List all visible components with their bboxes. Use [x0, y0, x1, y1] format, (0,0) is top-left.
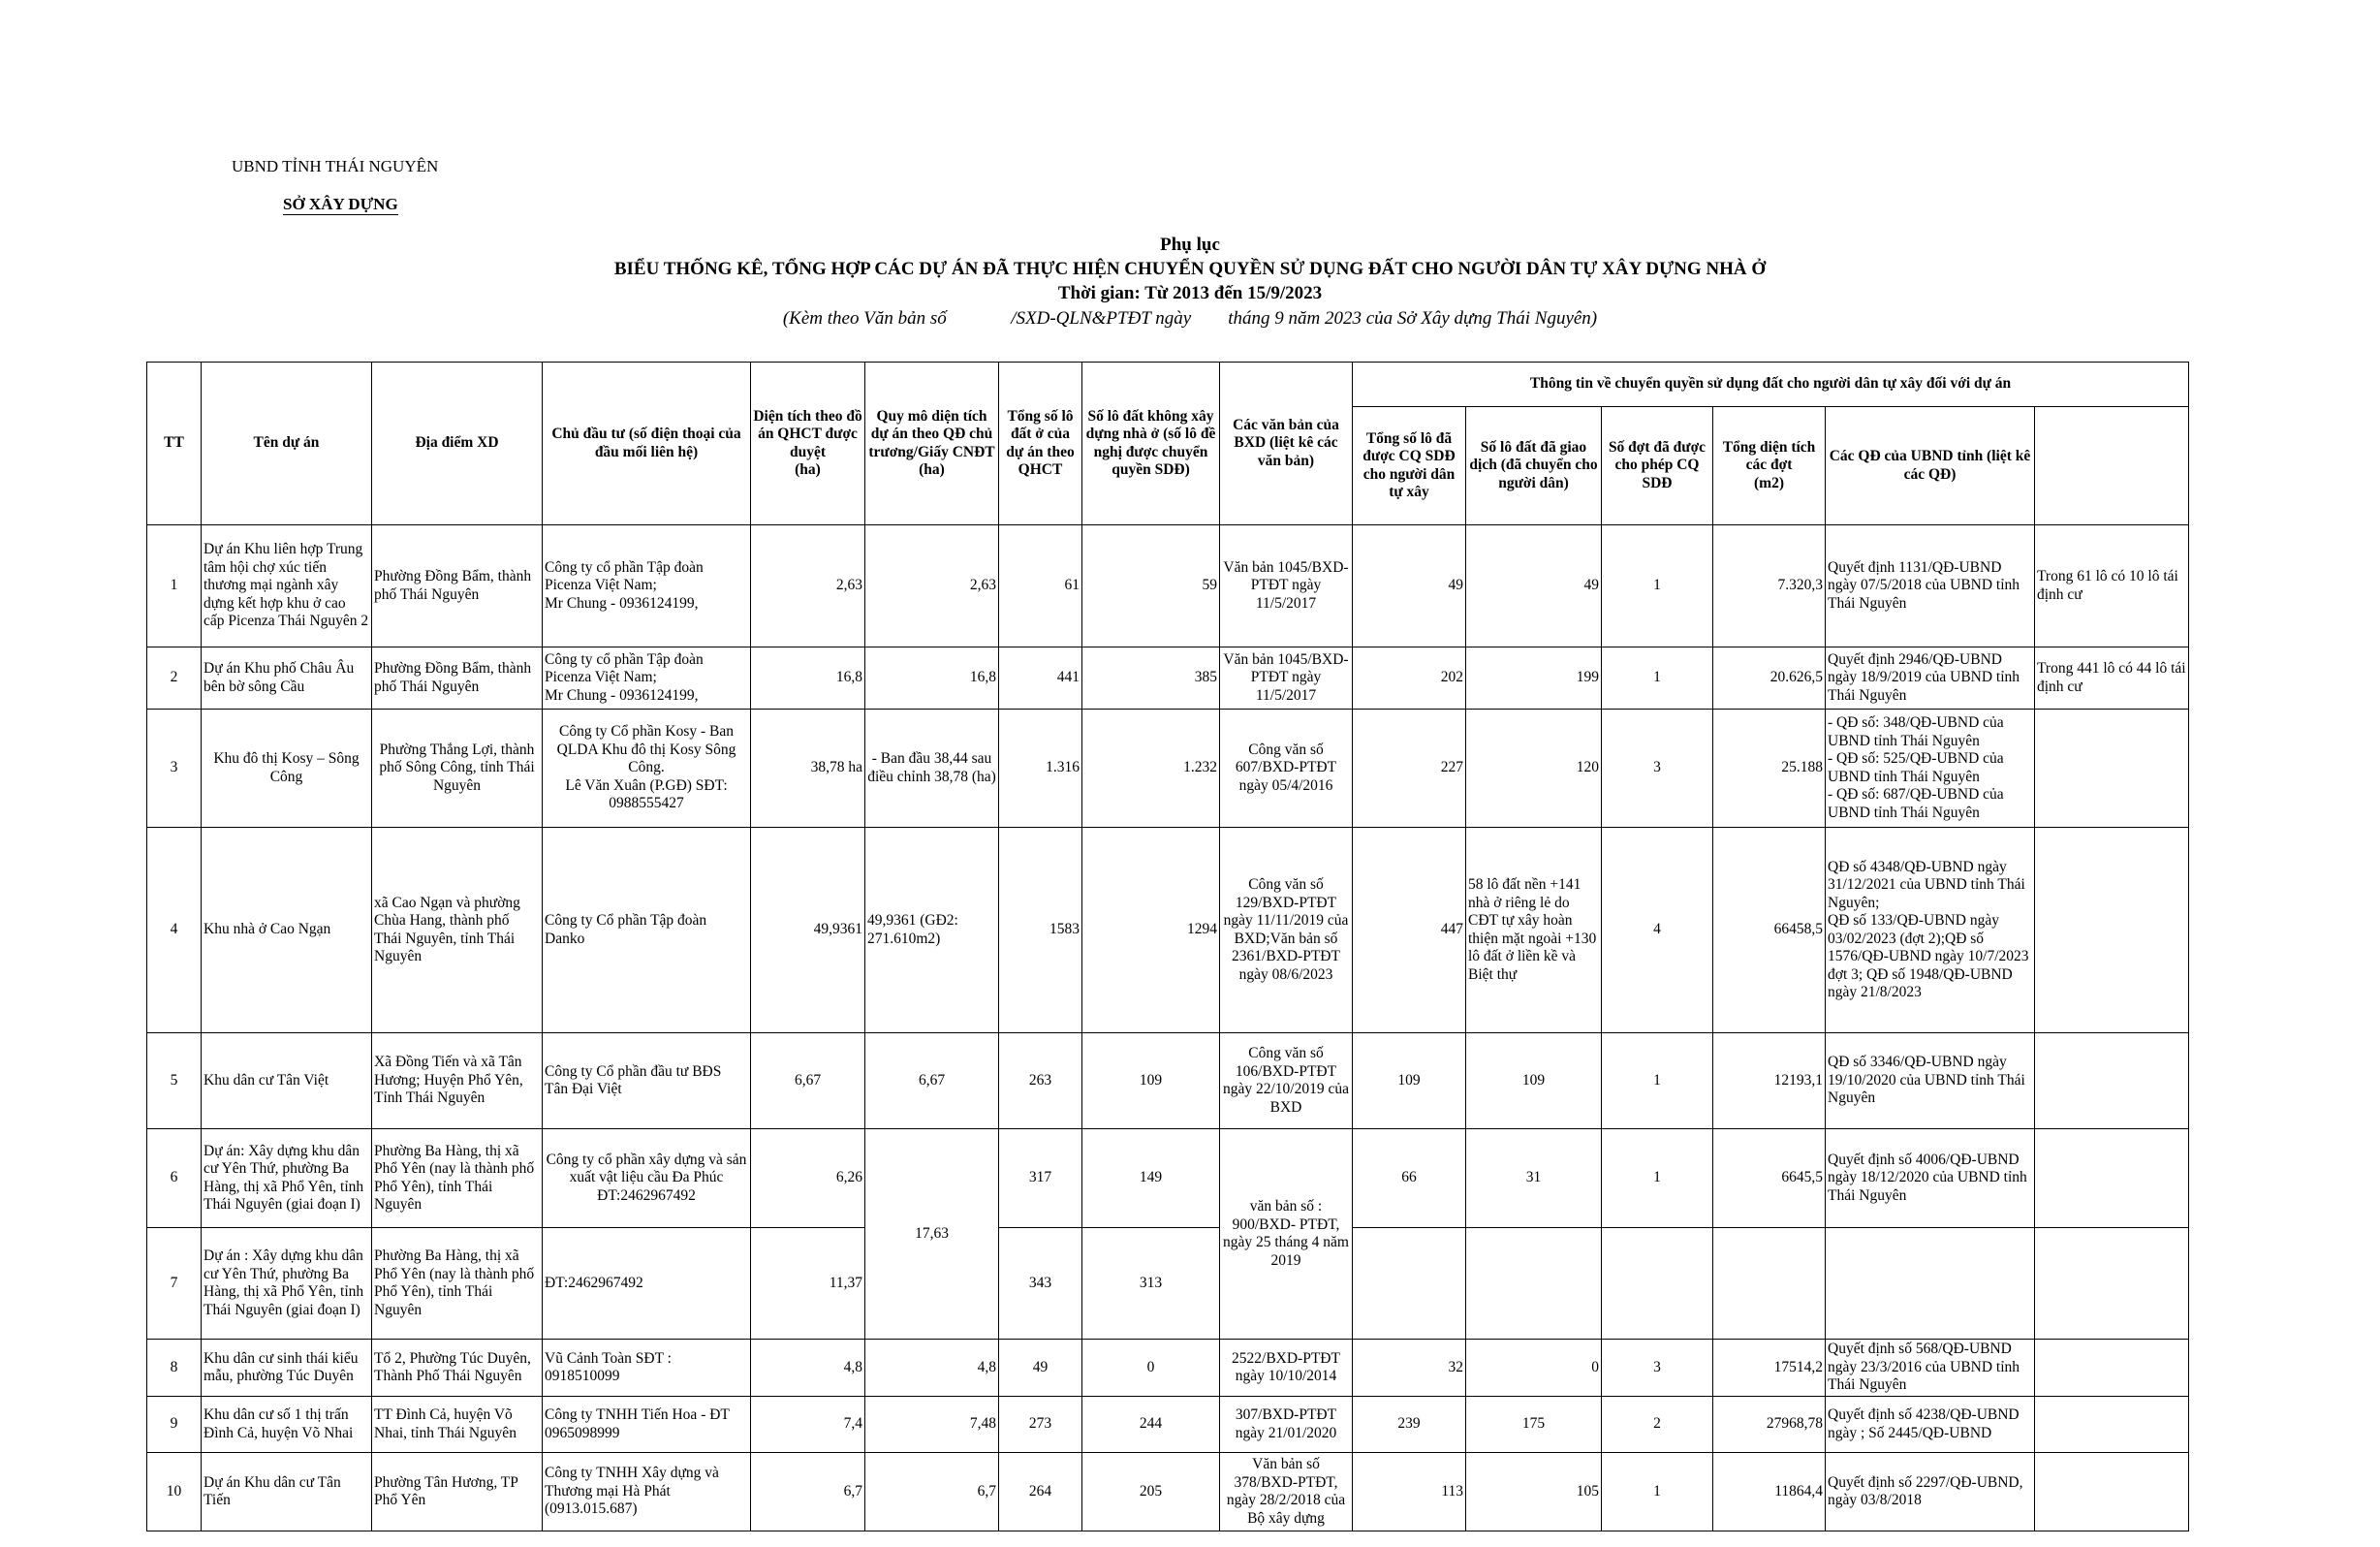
col-transferred-lots: Số lô đất đã giao dịch (đã chuyển cho người dân) — [1466, 407, 1602, 525]
cell-lots-no-build: 1294 — [1082, 828, 1220, 1033]
projects-table — [146, 362, 2189, 1531]
cell-total-lots: 317 — [999, 1129, 1082, 1228]
cell-total-lots: 441 — [999, 647, 1082, 710]
cell-tt: 3 — [147, 710, 202, 828]
cell-transferred-lots: 120 — [1466, 710, 1602, 828]
cell-name: Dự án Khu phố Châu Âu bên bờ sông Cầu — [202, 647, 372, 710]
cell-transferred-lots: 199 — [1466, 647, 1602, 710]
cell-total-area: 17514,2 — [1713, 1340, 1826, 1397]
col-lots-no-build: Số lô đất không xây dựng nhà ở (số lô đề nghị được chuyển quyền SDĐ) — [1082, 363, 1220, 525]
col-name: Tên dự án — [202, 363, 372, 525]
cell-bxd-docs: Văn bản 1045/BXD-PTĐT ngày 11/5/2017 — [1220, 525, 1353, 647]
col-area-plan: Diện tích theo đồ án QHCT được duyệt (ha) — [751, 363, 865, 525]
cell-transferred-lots — [1466, 1228, 1602, 1340]
cell-allowed-lots: 227 — [1353, 710, 1466, 828]
col-location: Địa điểm XD — [372, 363, 543, 525]
table-row — [147, 1340, 2189, 1397]
cell-scale: 4,8 — [865, 1340, 999, 1397]
cell-rounds: 1 — [1602, 1453, 1713, 1531]
cell-note — [2035, 1033, 2189, 1129]
cell-bxd-docs: Công văn số 129/BXD-PTĐT ngày 11/11/2019 của BXD;Văn bản số 2361/BXD-PTĐT ngày 08/6/2023 — [1220, 828, 1353, 1033]
cell-lots-no-build: 149 — [1082, 1129, 1220, 1228]
cell-ubnd-decisions: QĐ số 4348/QĐ-UBND ngày 31/12/2021 của UBND tỉnh Thái Nguyên; QĐ số 133/QĐ-UBND ngày 03/02/2023 (đợt 2);QĐ số 1576/QĐ-UBND ngày 10/7/2023 đợt 3; QĐ số 1948/QĐ-UBND ngày 21/8/2023 — [1826, 828, 2035, 1033]
cell-location: Phường Đồng Bẩm, thành phố Thái Nguyên — [372, 647, 543, 710]
cell-location: Phường Đồng Bẩm, thành phố Thái Nguyên — [372, 525, 543, 647]
cell-tt: 2 — [147, 647, 202, 710]
header-row-1 — [147, 363, 2189, 407]
cell-scale-merged: 17,63 — [865, 1129, 999, 1340]
cell-note: Trong 441 lô có 44 lô tái định cư — [2035, 647, 2189, 710]
cell-scale: 6,67 — [865, 1033, 999, 1129]
cell-name: Khu đô thị Kosy – Sông Công — [202, 710, 372, 828]
cell-location: TT Đình Cả, huyện Võ Nhai, tỉnh Thái Nguyên — [372, 1397, 543, 1453]
col-allowed-lots: Tổng số lô đã được CQ SDĐ cho người dân tự xây — [1353, 407, 1466, 525]
report-reference: (Kèm theo Văn bản số /SXD-QLN&PTĐT ngày tháng 9 năm 2023 của Sở Xây dựng Thái Nguyên) — [782, 308, 1598, 329]
cell-note — [2035, 710, 2189, 828]
cell-area-plan: 6,26 — [751, 1129, 865, 1228]
report-period: Thời gian: Từ 2013 đến 15/9/2023 — [1057, 283, 1323, 303]
cell-area-plan: 4,8 — [751, 1340, 865, 1397]
cell-location: Tổ 2, Phường Túc Duyên, Thành Phố Thái Nguyên — [372, 1340, 543, 1397]
cell-scale: 7,48 — [865, 1397, 999, 1453]
cell-investor: Công ty cổ phần xây dựng và sản xuất vật liệu cầu Đa Phúc ĐT:2462967492 — [543, 1129, 751, 1228]
cell-name: Dự án Khu liên hợp Trung tâm hội chợ xúc tiến thương mại ngành xây dựng kết hợp khu ở cao cấp Picenza Thái Nguyên 2 — [202, 525, 372, 647]
cell-total-lots: 61 — [999, 525, 1082, 647]
cell-allowed-lots: 447 — [1353, 828, 1466, 1033]
cell-total-lots: 273 — [999, 1397, 1082, 1453]
cell-note — [2035, 1397, 2189, 1453]
cell-investor: Công ty Cổ phần Kosy - Ban QLDA Khu đô thị Kosy Sông Công. Lê Văn Xuân (P.GĐ) SĐT: 0988555427 — [543, 710, 751, 828]
cell-scale: - Ban đầu 38,44 sau điều chỉnh 38,78 (ha) — [865, 710, 999, 828]
cell-total-area: 20.626,5 — [1713, 647, 1826, 710]
col-scale: Quy mô diện tích dự án theo QĐ chủ trương/Giấy CNĐT (ha) — [865, 363, 999, 525]
cell-rounds: 1 — [1602, 1033, 1713, 1129]
cell-name: Khu nhà ở Cao Ngạn — [202, 828, 372, 1033]
cell-lots-no-build: 244 — [1082, 1397, 1220, 1453]
cell-area-plan: 7,4 — [751, 1397, 865, 1453]
cell-scale: 16,8 — [865, 647, 999, 710]
cell-investor: Công ty Cổ phần Tập đoàn Danko — [543, 828, 751, 1033]
cell-bxd-docs-merged: văn bản số : 900/BXD- PTĐT, ngày 25 tháng 4 năm 2019 — [1220, 1129, 1353, 1340]
cell-bxd-docs: Công văn số 607/BXD-PTĐT ngày 05/4/2016 — [1220, 710, 1353, 828]
cell-allowed-lots: 113 — [1353, 1453, 1466, 1531]
cell-total-lots: 264 — [999, 1453, 1082, 1531]
cell-investor: ĐT:2462967492 — [543, 1228, 751, 1340]
cell-area-plan: 6,67 — [751, 1033, 865, 1129]
cell-investor: Công ty TNHH Tiến Hoa - ĐT 0965098999 — [543, 1397, 751, 1453]
cell-tt: 5 — [147, 1033, 202, 1129]
cell-total-lots: 1.316 — [999, 710, 1082, 828]
table-row — [147, 1228, 2189, 1340]
cell-total-lots: 1583 — [999, 828, 1082, 1033]
cell-ubnd-decisions: Quyết định số 4238/QĐ-UBND ngày ; Số 2445/QĐ-UBND — [1826, 1397, 2035, 1453]
cell-total-lots: 49 — [999, 1340, 1082, 1397]
col-ubnd-decisions: Các QĐ của UBND tỉnh (liệt kê các QĐ) — [1826, 407, 2035, 525]
cell-ubnd-decisions: Quyết định 1131/QĐ-UBND ngày 07/5/2018 của UBND tỉnh Thái Nguyên — [1826, 525, 2035, 647]
cell-rounds: 1 — [1602, 647, 1713, 710]
cell-name: Dự án Khu dân cư Tân Tiến — [202, 1453, 372, 1531]
cell-total-area: 6645,5 — [1713, 1129, 1826, 1228]
cell-scale: 2,63 — [865, 525, 999, 647]
cell-investor: Vũ Cảnh Toàn SĐT : 0918510099 — [543, 1340, 751, 1397]
cell-lots-no-build: 59 — [1082, 525, 1220, 647]
col-total-lots: Tổng số lô đất ở của dự án theo QHCT — [999, 363, 1082, 525]
cell-total-area: 12193,1 — [1713, 1033, 1826, 1129]
appendix-label: Phụ lục — [1160, 235, 1220, 255]
cell-location: Xã Đồng Tiến và xã Tân Hương; Huyện Phổ Yên, Tỉnh Thái Nguyên — [372, 1033, 543, 1129]
table-row — [147, 1397, 2189, 1453]
col-rounds: Số đợt đã được cho phép CQ SDĐ — [1602, 407, 1713, 525]
cell-note — [2035, 1228, 2189, 1340]
cell-investor: Công ty cổ phần Tập đoàn Picenza Việt Nam; Mr Chung - 0936124199, — [543, 647, 751, 710]
cell-area-plan: 2,63 — [751, 525, 865, 647]
cell-total-area: 27968,78 — [1713, 1397, 1826, 1453]
cell-area-plan: 38,78 ha — [751, 710, 865, 828]
cell-ubnd-decisions — [1826, 1228, 2035, 1340]
cell-transferred-lots: 0 — [1466, 1340, 1602, 1397]
title-block — [0, 233, 2380, 305]
cell-transferred-lots: 49 — [1466, 525, 1602, 647]
cell-lots-no-build: 385 — [1082, 647, 1220, 710]
cell-total-lots: 343 — [999, 1228, 1082, 1340]
cell-lots-no-build: 205 — [1082, 1453, 1220, 1531]
cell-transferred-lots: 31 — [1466, 1129, 1602, 1228]
col-tt: TT — [147, 363, 202, 525]
cell-tt: 4 — [147, 828, 202, 1033]
cell-area-plan: 16,8 — [751, 647, 865, 710]
cell-location: Phường Ba Hàng, thị xã Phổ Yên (nay là thành phố Phổ Yên), tỉnh Thái Nguyên — [372, 1228, 543, 1340]
cell-note: Trong 61 lô có 10 lô tái định cư — [2035, 525, 2189, 647]
cell-ubnd-decisions: Quyết định số 4006/QĐ-UBND ngày 18/12/2020 của UBND tỉnh Thái Nguyên — [1826, 1129, 2035, 1228]
cell-ubnd-decisions: Quyết định số 568/QĐ-UBND ngày 23/3/2016 của UBND tỉnh Thái Nguyên — [1826, 1340, 2035, 1397]
cell-note — [2035, 1129, 2189, 1228]
issuer-dept: SỞ XÂY DỰNG — [283, 195, 398, 213]
cell-rounds: 1 — [1602, 1129, 1713, 1228]
cell-location: Phường Thắng Lợi, thành phố Sông Công, tỉnh Thái Nguyên — [372, 710, 543, 828]
table-row — [147, 647, 2189, 710]
cell-lots-no-build: 109 — [1082, 1033, 1220, 1129]
cell-bxd-docs: Văn bản 1045/BXD-PTĐT ngày 11/5/2017 — [1220, 647, 1353, 710]
cell-area-plan: 6,7 — [751, 1453, 865, 1531]
cell-rounds: 3 — [1602, 710, 1713, 828]
cell-allowed-lots: 109 — [1353, 1033, 1466, 1129]
table-row — [147, 828, 2189, 1033]
col-investor: Chủ đầu tư (số điện thoại của đầu mối liên hệ) — [543, 363, 751, 525]
cell-location: Phường Ba Hàng, thị xã Phổ Yên (nay là thành phố Phổ Yên), tỉnh Thái Nguyên — [372, 1129, 543, 1228]
cell-scale: 6,7 — [865, 1453, 999, 1531]
cell-note — [2035, 828, 2189, 1033]
cell-total-lots: 263 — [999, 1033, 1082, 1129]
cell-lots-no-build: 313 — [1082, 1228, 1220, 1340]
cell-transferred-lots: 109 — [1466, 1033, 1602, 1129]
cell-name: Khu dân cư số 1 thị trấn Đình Cả, huyện Võ Nhai — [202, 1397, 372, 1453]
cell-tt: 10 — [147, 1453, 202, 1531]
col-total-area: Tổng diện tích các đợt (m2) — [1713, 407, 1826, 525]
cell-tt: 8 — [147, 1340, 202, 1397]
cell-location: xã Cao Ngạn và phường Chùa Hang, thành phố Thái Nguyên, tỉnh Thái Nguyên — [372, 828, 543, 1033]
table-row — [147, 525, 2189, 647]
cell-lots-no-build: 0 — [1082, 1340, 1220, 1397]
col-group-transfer: Thông tin về chuyển quyền sử dụng đất cho người dân tự xây đối với dự án — [1353, 363, 2189, 407]
cell-tt: 9 — [147, 1397, 202, 1453]
cell-scale: 49,9361 (GĐ2: 271.610m2) — [865, 828, 999, 1033]
cell-bxd-docs: Công văn số 106/BXD-PTĐT ngày 22/10/2019 của BXD — [1220, 1033, 1353, 1129]
cell-name: Dự án: Xây dựng khu dân cư Yên Thứ, phường Ba Hàng, thị xã Phổ Yên, tỉnh Thái Nguyên (giai đoạn I) — [202, 1129, 372, 1228]
cell-bxd-docs: 2522/BXD-PTĐT ngày 10/10/2014 — [1220, 1340, 1353, 1397]
cell-transferred-lots: 105 — [1466, 1453, 1602, 1531]
cell-name: Khu dân cư sinh thái kiểu mẫu, phường Túc Duyên — [202, 1340, 372, 1397]
cell-allowed-lots: 66 — [1353, 1129, 1466, 1228]
cell-ubnd-decisions: - QĐ số: 348/QĐ-UBND của UBND tỉnh Thái Nguyên - QĐ số: 525/QĐ-UBND của UBND tỉnh Thái Nguyên - QĐ số: 687/QĐ-UBND của UBND tỉnh Thái Nguyên — [1826, 710, 2035, 828]
table-row — [147, 1453, 2189, 1531]
col-bxd-docs: Các văn bản của BXD (liệt kê các văn bản) — [1220, 363, 1353, 525]
cell-note — [2035, 1453, 2189, 1531]
cell-tt: 6 — [147, 1129, 202, 1228]
cell-allowed-lots — [1353, 1228, 1466, 1340]
cell-total-area: 7.320,3 — [1713, 525, 1826, 647]
cell-rounds: 1 — [1602, 525, 1713, 647]
cell-allowed-lots: 239 — [1353, 1397, 1466, 1453]
cell-transferred-lots: 58 lô đất nền +141 nhà ở riêng lẻ do CĐT tự xây hoàn thiện mặt ngoài +130 lô đất ở liền kề và Biệt thự — [1466, 828, 1602, 1033]
cell-rounds: 2 — [1602, 1397, 1713, 1453]
cell-allowed-lots: 202 — [1353, 647, 1466, 710]
cell-tt: 1 — [147, 525, 202, 647]
table-row — [147, 710, 2189, 828]
cell-investor: Công ty Cổ phần đầu tư BĐS Tân Đại Việt — [543, 1033, 751, 1129]
cell-investor: Công ty TNHH Xây dựng và Thương mại Hà Phát (0913.015.687) — [543, 1453, 751, 1531]
cell-note — [2035, 1340, 2189, 1397]
cell-total-area — [1713, 1228, 1826, 1340]
cell-area-plan: 11,37 — [751, 1228, 865, 1340]
cell-rounds — [1602, 1228, 1713, 1340]
cell-allowed-lots: 32 — [1353, 1340, 1466, 1397]
cell-transferred-lots: 175 — [1466, 1397, 1602, 1453]
report-title: BIỂU THỐNG KÊ, TỔNG HỢP CÁC DỰ ÁN ĐÃ THỰC HIỆN CHUYỂN QUYỀN SỬ DỤNG ĐẤT CHO NGƯỜI DÂN TỰ XÂY DỰNG NHÀ Ở — [613, 259, 1767, 279]
cell-tt: 7 — [147, 1228, 202, 1340]
cell-lots-no-build: 1.232 — [1082, 710, 1220, 828]
table-row — [147, 1129, 2189, 1228]
cell-total-area: 66458,5 — [1713, 828, 1826, 1033]
cell-ubnd-decisions: Quyết định số 2297/QĐ-UBND, ngày 03/8/2018 — [1826, 1453, 2035, 1531]
cell-name: Khu dân cư Tân Việt — [202, 1033, 372, 1129]
cell-total-area: 11864,4 — [1713, 1453, 1826, 1531]
cell-rounds: 4 — [1602, 828, 1713, 1033]
cell-bxd-docs: 307/BXD-PTĐT ngày 21/01/2020 — [1220, 1397, 1353, 1453]
cell-ubnd-decisions: Quyết định 2946/QĐ-UBND ngày 18/9/2019 của UBND tỉnh Thái Nguyên — [1826, 647, 2035, 710]
table-row — [147, 1033, 2189, 1129]
issuer-org: UBND TỈNH THÁI NGUYÊN — [232, 157, 439, 175]
cell-ubnd-decisions: QĐ số 3346/QĐ-UBND ngày 19/10/2020 của UBND tỉnh Thái Nguyên — [1826, 1033, 2035, 1129]
cell-allowed-lots: 49 — [1353, 525, 1466, 647]
cell-investor: Công ty cổ phần Tập đoàn Picenza Việt Nam; Mr Chung - 0936124199, — [543, 525, 751, 647]
cell-bxd-docs: Văn bản số 378/BXD-PTĐT, ngày 28/2/2018 của Bộ xây dựng — [1220, 1453, 1353, 1531]
cell-location: Phường Tân Hương, TP Phổ Yên — [372, 1453, 543, 1531]
cell-total-area: 25.188 — [1713, 710, 1826, 828]
cell-name: Dự án : Xây dựng khu dân cư Yên Thứ, phường Ba Hàng, thị xã Phổ Yên, tỉnh Thái Nguyên (giai đoạn I) — [202, 1228, 372, 1340]
cell-area-plan: 49,9361 — [751, 828, 865, 1033]
cell-rounds: 3 — [1602, 1340, 1713, 1397]
